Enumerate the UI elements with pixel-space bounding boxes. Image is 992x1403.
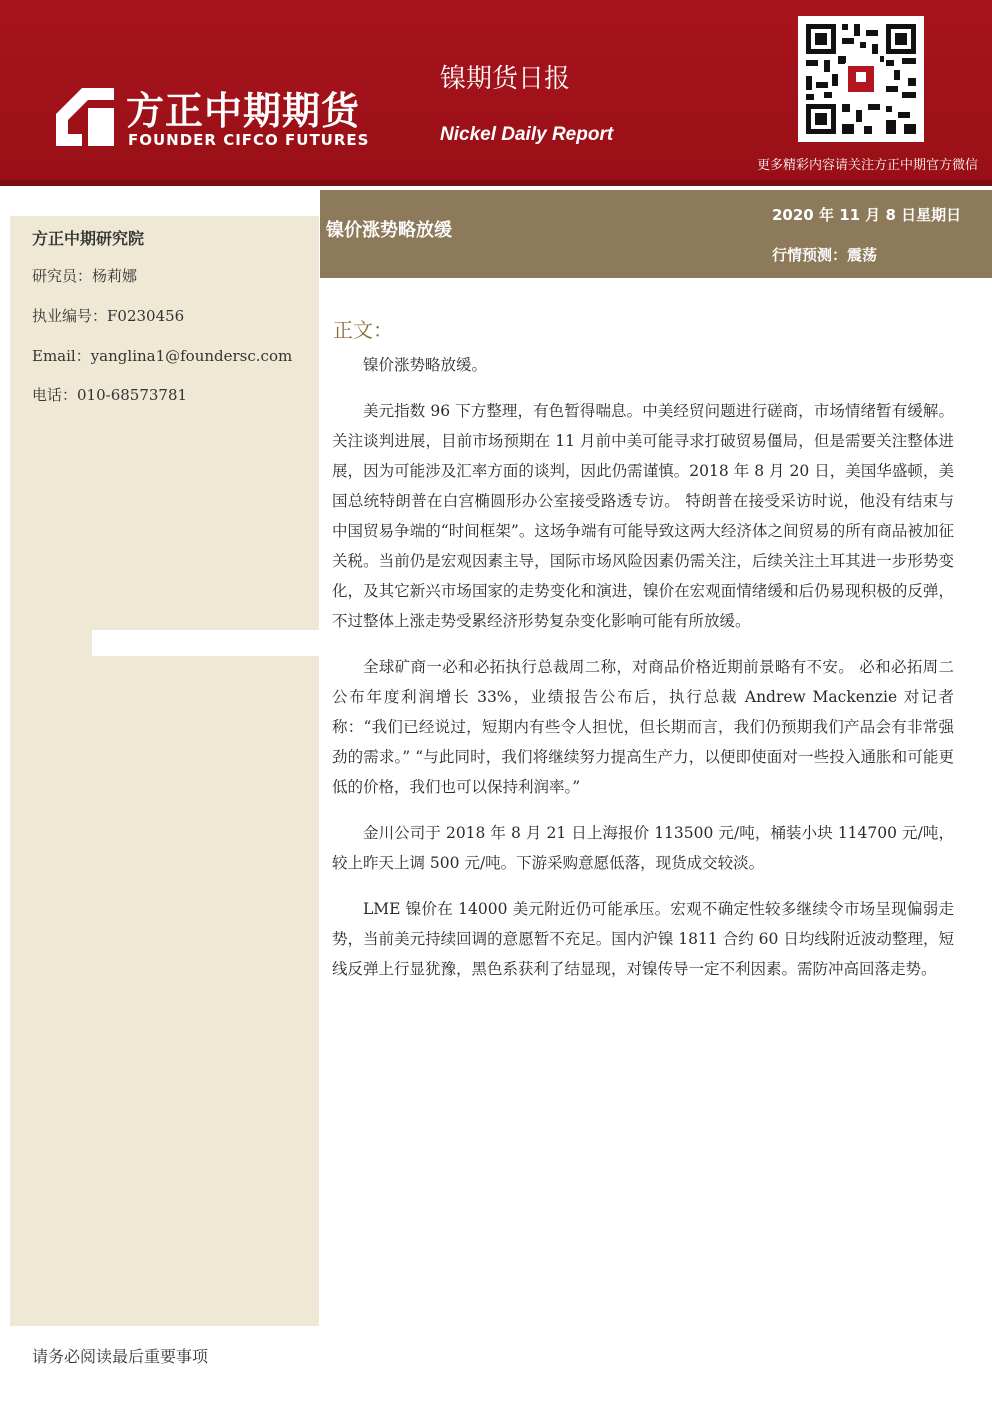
wechat-follow-note: 更多精彩内容请关注方正中期官方微信	[756, 158, 978, 173]
paragraph: 金川公司于 2018 年 8 月 21 日上海报价 113500 元/吨，桶装小块 114700 元/吨，较上昨天上调 500 元/吨。下游采购意愿低落，现货成交较淡。	[332, 824, 954, 872]
analyst-name: 研究员：杨莉娜	[32, 267, 138, 285]
brand-name-en: FOUNDER CIFCO FUTURES	[128, 131, 370, 149]
header-divider	[0, 180, 992, 186]
analyst-phone: 电话：010-68573781	[32, 386, 188, 404]
wechat-qr-code-icon	[798, 16, 924, 142]
paragraph: LME 镍价在 14000 美元附近仍可能承压。宏观不确定性较多继续令市场呈现偏弱走势，当前美元持续回调的意愿暂不充足。国内沪镍 1811 合约 60 日均线附近波动整理，短线反弹上行显犹豫，黑色系获利了结显现，对镍传导一定不利因素。需防冲高回落走势。	[332, 900, 954, 978]
report-headline: 镍价涨势略放缓	[326, 220, 452, 241]
sidebar-divider	[92, 630, 320, 656]
report-date: 2020 年 11 月 8 日星期日	[772, 206, 962, 224]
founder-logo-icon	[56, 88, 114, 146]
paragraph: 镍价涨势略放缓。	[363, 356, 488, 374]
report-title-en: Nickel Daily Report	[440, 124, 614, 145]
section-heading: 正文：	[333, 318, 393, 342]
report-body	[332, 350, 954, 1000]
paragraph: 美元指数 96 下方整理，有色暂得喘息。中美经贸问题进行磋商，市场情绪暂有缓解。关注谈判进展，目前市场预期在 11 月前中美可能寻求打破贸易僵局，但是需要关注整体进展，因为可能涉及汇率方面的谈判，因此仍需谨慎。2018 年 8 月 20 日，美国华盛顿，美国总统特朗普在白宫椭圆形办公室接受路透专访。 特朗普在接受采访时说，他没有结束与中国贸易争端的“时间框架”。这场争端有可能导致这两大经济体之间贸易的所有商品被加征关税。当前仍是宏观因素主导，国际市场风险因素仍需关注，后续关注土耳其进一步形势变化，及其它新兴市场国家的走势变化和演进，镍价在宏观面情绪缓和后仍易现积极的反弹，不过整体上涨走势受累经济形势复杂变化影响可能有所放缓。	[332, 402, 954, 630]
license-number: 执业编号：F0230456	[32, 307, 185, 325]
analyst-email[interactable]: Email：yanglina1@foundersc.com	[32, 347, 293, 365]
market-forecast: 行情预测：震荡	[772, 246, 878, 264]
paragraph: 全球矿商一必和必拓执行总裁周二称，对商品价格近期前景略有不安。 必和必拓周二公布年度利润增长 33%，业绩报告公布后，执行总裁 Andrew Mackenzie 对记者称：“我们已经说过，短期内有些令人担忧，但长期而言，我们仍预期我们产品会有非常强劲的需求。” “与此同时，我们将继续努力提高生产力，以便即使面对一些投入通胀和可能更低的价格，我们也可以保持利润率。”	[332, 658, 954, 796]
report-title-cn: 镍期货日报	[440, 64, 571, 94]
disclaimer-note: 请务必阅读最后重要事项	[32, 1347, 209, 1366]
sidebar-panel	[10, 216, 319, 1326]
research-institute: 方正中期研究院	[32, 229, 145, 248]
brand-name-cn: 方正中期期货	[126, 89, 361, 133]
